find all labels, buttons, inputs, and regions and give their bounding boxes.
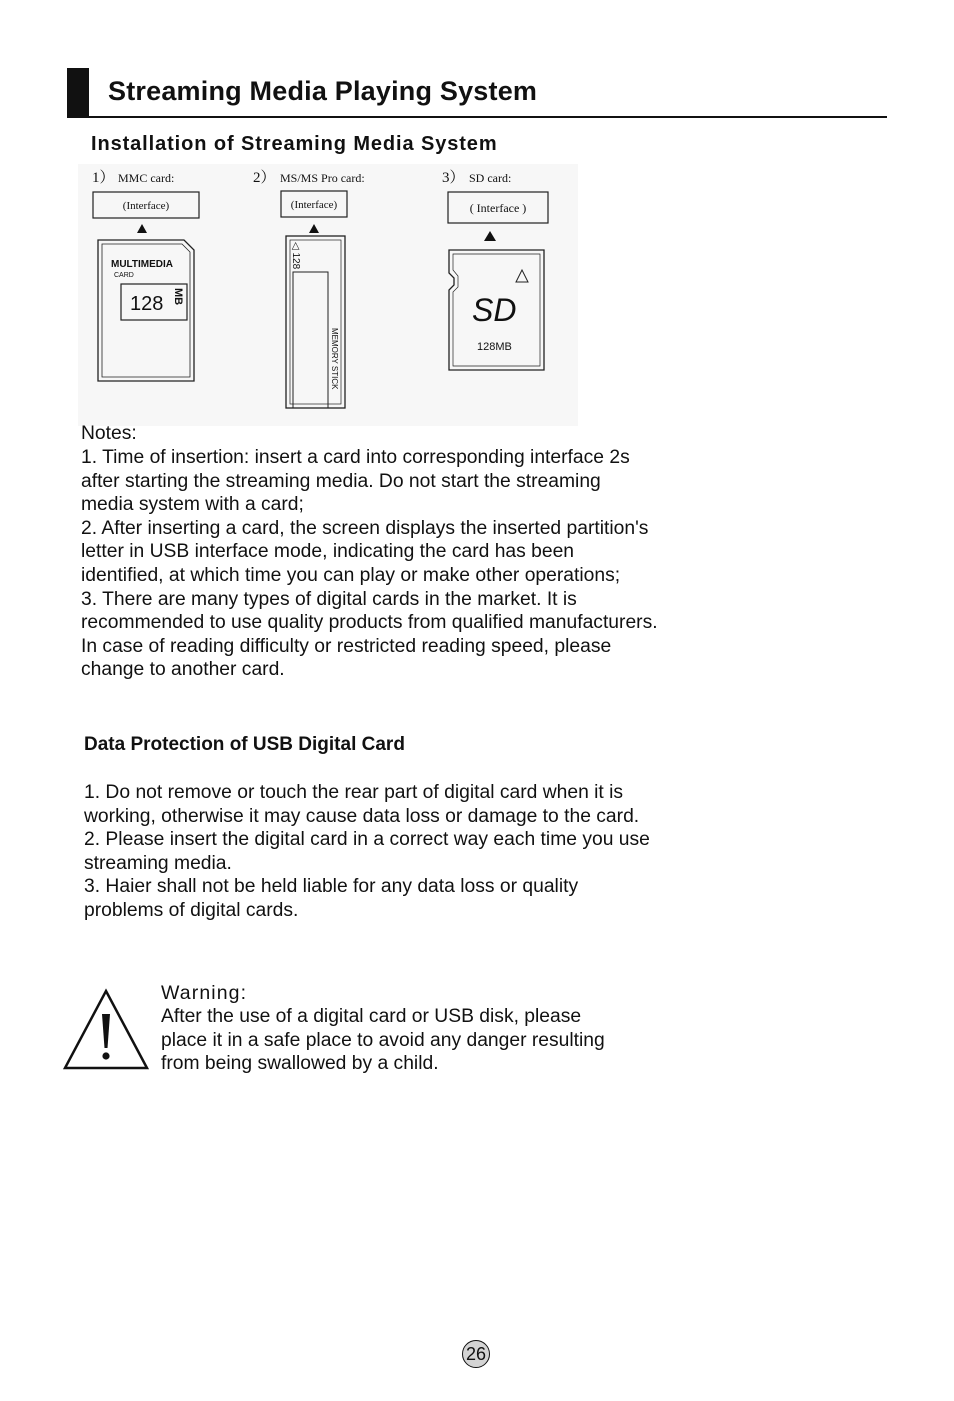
sd-interface: ( Interface ) [469, 201, 527, 215]
sd-label: SD card: [469, 171, 512, 185]
ms-arrow-icon [309, 224, 319, 233]
title-underline [67, 116, 887, 118]
ms-interface: (Interface) [290, 199, 338, 211]
notes-line: 1. Time of insertion: insert a card into corresponding interface 2s [81, 447, 630, 468]
warning-line: from being swallowed by a child. [161, 1053, 439, 1075]
installation-heading: Installation of Streaming Media System [91, 133, 498, 155]
notes-line: letter in USB interface mode, indicating the card has been [81, 541, 575, 563]
warning-line: place it in a safe place to avoid any danger resulting [161, 1029, 605, 1051]
sd-brand: SD [472, 292, 517, 328]
data-protection-line: working, otherwise it may cause data loss or damage to the card. [84, 805, 640, 827]
ms-brand: MEMORY STICK [330, 328, 339, 390]
ms-card-figure [253, 169, 365, 408]
warning-line: After the use of a digital card or USB disk, please [161, 1006, 582, 1027]
warning-triangle-icon [63, 988, 149, 1072]
notes-line: recommended to use quality products from qualified manufacturers. [81, 612, 658, 634]
data-protection-line: 2. Please insert the digital card in a correct way each time you use [84, 829, 650, 851]
warning-body [161, 1005, 605, 1076]
notes-body [81, 446, 658, 682]
data-protection-line: streaming media. [84, 852, 232, 874]
notes-line: 3. There are many types of digital cards in the market. It is [81, 588, 577, 610]
notes-line: after starting the streaming media. Do not start the streaming [81, 470, 601, 492]
mmc-arrow-icon [137, 224, 147, 233]
sd-num: 3） [442, 170, 465, 186]
sd-capacity: 128MB [477, 341, 512, 353]
mmc-num: 1） [92, 170, 115, 186]
mmc-interface: (Interface) [122, 200, 170, 212]
card-insertion-diagram [78, 164, 578, 426]
notes-heading: Notes: [81, 423, 137, 444]
title-accent-bar [67, 68, 89, 118]
data-protection-line: 3. Haier shall not be held liable for any data loss or quality [84, 876, 579, 898]
notes-line: change to another card. [81, 659, 285, 681]
mmc-label: MMC card: [118, 171, 175, 185]
sd-triangle-icon [516, 270, 528, 282]
ms-label: MS/MS Pro card: [280, 171, 365, 185]
data-protection-heading: Data Protection of USB Digital Card [84, 734, 405, 755]
data-protection-line: 1. Do not remove or touch the rear part of digital card when it is [84, 782, 624, 803]
mmc-brand-sub: CARD [114, 272, 134, 279]
sd-arrow-icon [484, 231, 496, 241]
warning-heading: Warning: [161, 982, 248, 1004]
mmc-card-figure [92, 169, 199, 381]
sd-card-figure [442, 169, 548, 370]
mmc-unit: MB [172, 288, 184, 306]
ms-capacity: ◁ 128 [290, 242, 301, 270]
mmc-capacity: 128 [130, 293, 164, 315]
notes-line: identified, at which time you can play or make other operations; [81, 564, 621, 586]
notes-line: 2. After inserting a card, the screen displays the inserted partition's [81, 517, 649, 539]
page-number: 26 [462, 1340, 490, 1368]
notes-line: media system with a card; [81, 494, 304, 516]
data-protection-body [84, 781, 650, 923]
ms-num: 2） [253, 170, 276, 186]
notes-line: In case of reading difficulty or restricted reading speed, please [81, 635, 612, 657]
data-protection-line: problems of digital cards. [84, 899, 299, 921]
mmc-brand: MULTIMEDIA [111, 259, 174, 270]
page-title: Streaming Media Playing System [108, 76, 538, 106]
